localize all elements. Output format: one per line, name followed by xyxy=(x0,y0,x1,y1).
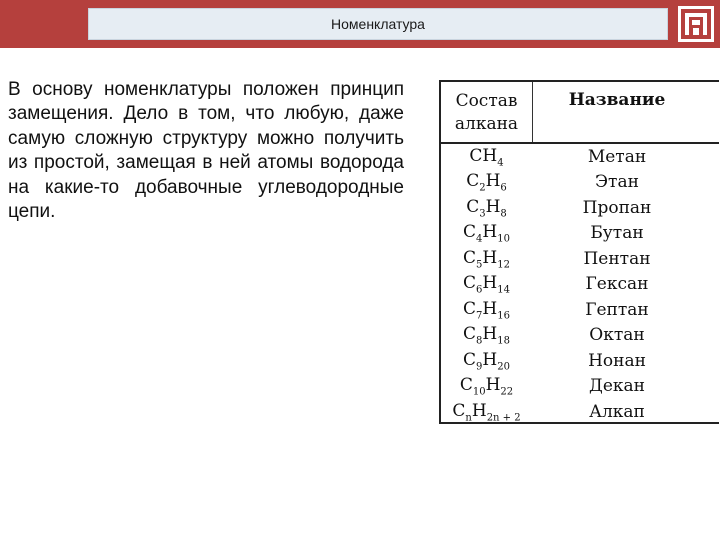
formula-cell xyxy=(441,299,532,321)
hydrogen-symbol: Н xyxy=(482,273,498,294)
formula-cell xyxy=(441,171,532,193)
header-name: Название xyxy=(568,90,666,110)
hydrogen-count: 16 xyxy=(497,309,510,321)
table-row xyxy=(441,348,719,374)
table-row xyxy=(441,170,719,196)
slide-title: Номенклатура xyxy=(331,16,425,32)
table-row xyxy=(441,297,719,323)
alkane-name-cell: Бутан xyxy=(590,223,644,244)
carbon-count: 9 xyxy=(476,360,483,372)
carbon-symbol: С xyxy=(466,196,480,217)
carbon-count: 7 xyxy=(476,309,483,321)
hydrogen-symbol: Н xyxy=(482,298,498,319)
alkane-table xyxy=(439,80,719,424)
formula-cell xyxy=(441,350,532,372)
hydrogen-symbol: Н xyxy=(485,196,501,217)
carbon-count: 4 xyxy=(476,233,483,245)
carbon-count: 5 xyxy=(476,258,483,270)
hydrogen-symbol: Н xyxy=(482,222,498,243)
table-row xyxy=(441,195,719,221)
formula-cell xyxy=(441,273,532,295)
header-composition-line1: Состав xyxy=(455,91,518,111)
formula-cell xyxy=(441,146,532,168)
table-row xyxy=(441,246,719,272)
table-row xyxy=(441,399,719,425)
carbon-count: 8 xyxy=(476,335,483,347)
carbon-symbol: С xyxy=(459,375,473,396)
hydrogen-symbol: Н xyxy=(482,145,498,166)
hydrogen-count: 6 xyxy=(500,182,507,194)
hydrogen-symbol: Н xyxy=(471,400,487,421)
alkane-name-cell: Пропан xyxy=(582,197,652,218)
header-composition-line2: алкана xyxy=(454,114,519,134)
formula-cell xyxy=(441,324,532,346)
logo-icon xyxy=(676,4,716,44)
hydrogen-symbol: Н xyxy=(485,375,501,396)
carbon-count: n xyxy=(465,411,472,423)
alkane-name-cell: Нонан xyxy=(588,350,646,371)
hydrogen-count: 8 xyxy=(500,207,507,219)
hydrogen-count: 14 xyxy=(497,284,510,296)
carbon-symbol: С xyxy=(469,145,483,166)
formula-cell xyxy=(441,248,532,270)
carbon-symbol: С xyxy=(463,222,477,243)
hydrogen-count: 20 xyxy=(497,360,510,372)
table-row xyxy=(441,144,719,170)
hydrogen-count: 10 xyxy=(497,233,510,245)
alkane-name-cell: Пентан xyxy=(583,248,651,269)
hydrogen-count: 4 xyxy=(497,156,504,168)
carbon-symbol: С xyxy=(463,273,477,294)
table-body xyxy=(441,144,719,425)
alkane-name-cell: Октан xyxy=(589,325,645,346)
carbon-count: 6 xyxy=(476,284,483,296)
carbon-symbol: С xyxy=(463,247,477,268)
carbon-count: 3 xyxy=(479,207,486,219)
alkane-name-cell: Декан xyxy=(589,376,645,397)
carbon-count: 10 xyxy=(472,386,486,398)
carbon-count: 2 xyxy=(479,182,486,194)
hydrogen-symbol: Н xyxy=(482,324,498,345)
carbon-symbol: С xyxy=(463,324,477,345)
table-row xyxy=(441,374,719,400)
carbon-symbol: С xyxy=(463,298,477,319)
carbon-symbol: С xyxy=(463,349,477,370)
hydrogen-count: 2n + 2 xyxy=(486,411,521,423)
body-paragraph: В основу номенклатуры положен принцип замещения. Дело в том, что любую, даже самую сложную структуру можно получить из простой, замещая в ней атомы водорода на какие-то добавочные углеводородные цепи. xyxy=(8,79,404,223)
alkane-name-cell: Алкап xyxy=(589,401,645,422)
carbon-symbol: С xyxy=(466,171,480,192)
table-row xyxy=(441,221,719,247)
hydrogen-count: 22 xyxy=(500,386,514,398)
formula-cell xyxy=(441,375,532,397)
hydrogen-symbol: Н xyxy=(482,247,498,268)
hydrogen-symbol: Н xyxy=(482,349,498,370)
formula-cell xyxy=(441,197,532,219)
table-row xyxy=(441,272,719,298)
hydrogen-symbol: Н xyxy=(485,171,501,192)
alkane-name-cell: Гексан xyxy=(585,274,649,295)
header-composition xyxy=(441,90,532,136)
alkane-name-cell: Метан xyxy=(587,146,647,167)
header-bar xyxy=(0,0,720,48)
table-row xyxy=(441,323,719,349)
formula-cell xyxy=(441,401,532,423)
carbon-symbol: С xyxy=(452,400,466,421)
hydrogen-count: 18 xyxy=(497,335,510,347)
formula-cell xyxy=(441,222,532,244)
hydrogen-count: 12 xyxy=(497,258,510,270)
alkane-name-cell: Гептан xyxy=(585,299,649,320)
slide-title-box xyxy=(88,8,668,40)
alkane-name-cell: Этан xyxy=(595,172,639,193)
